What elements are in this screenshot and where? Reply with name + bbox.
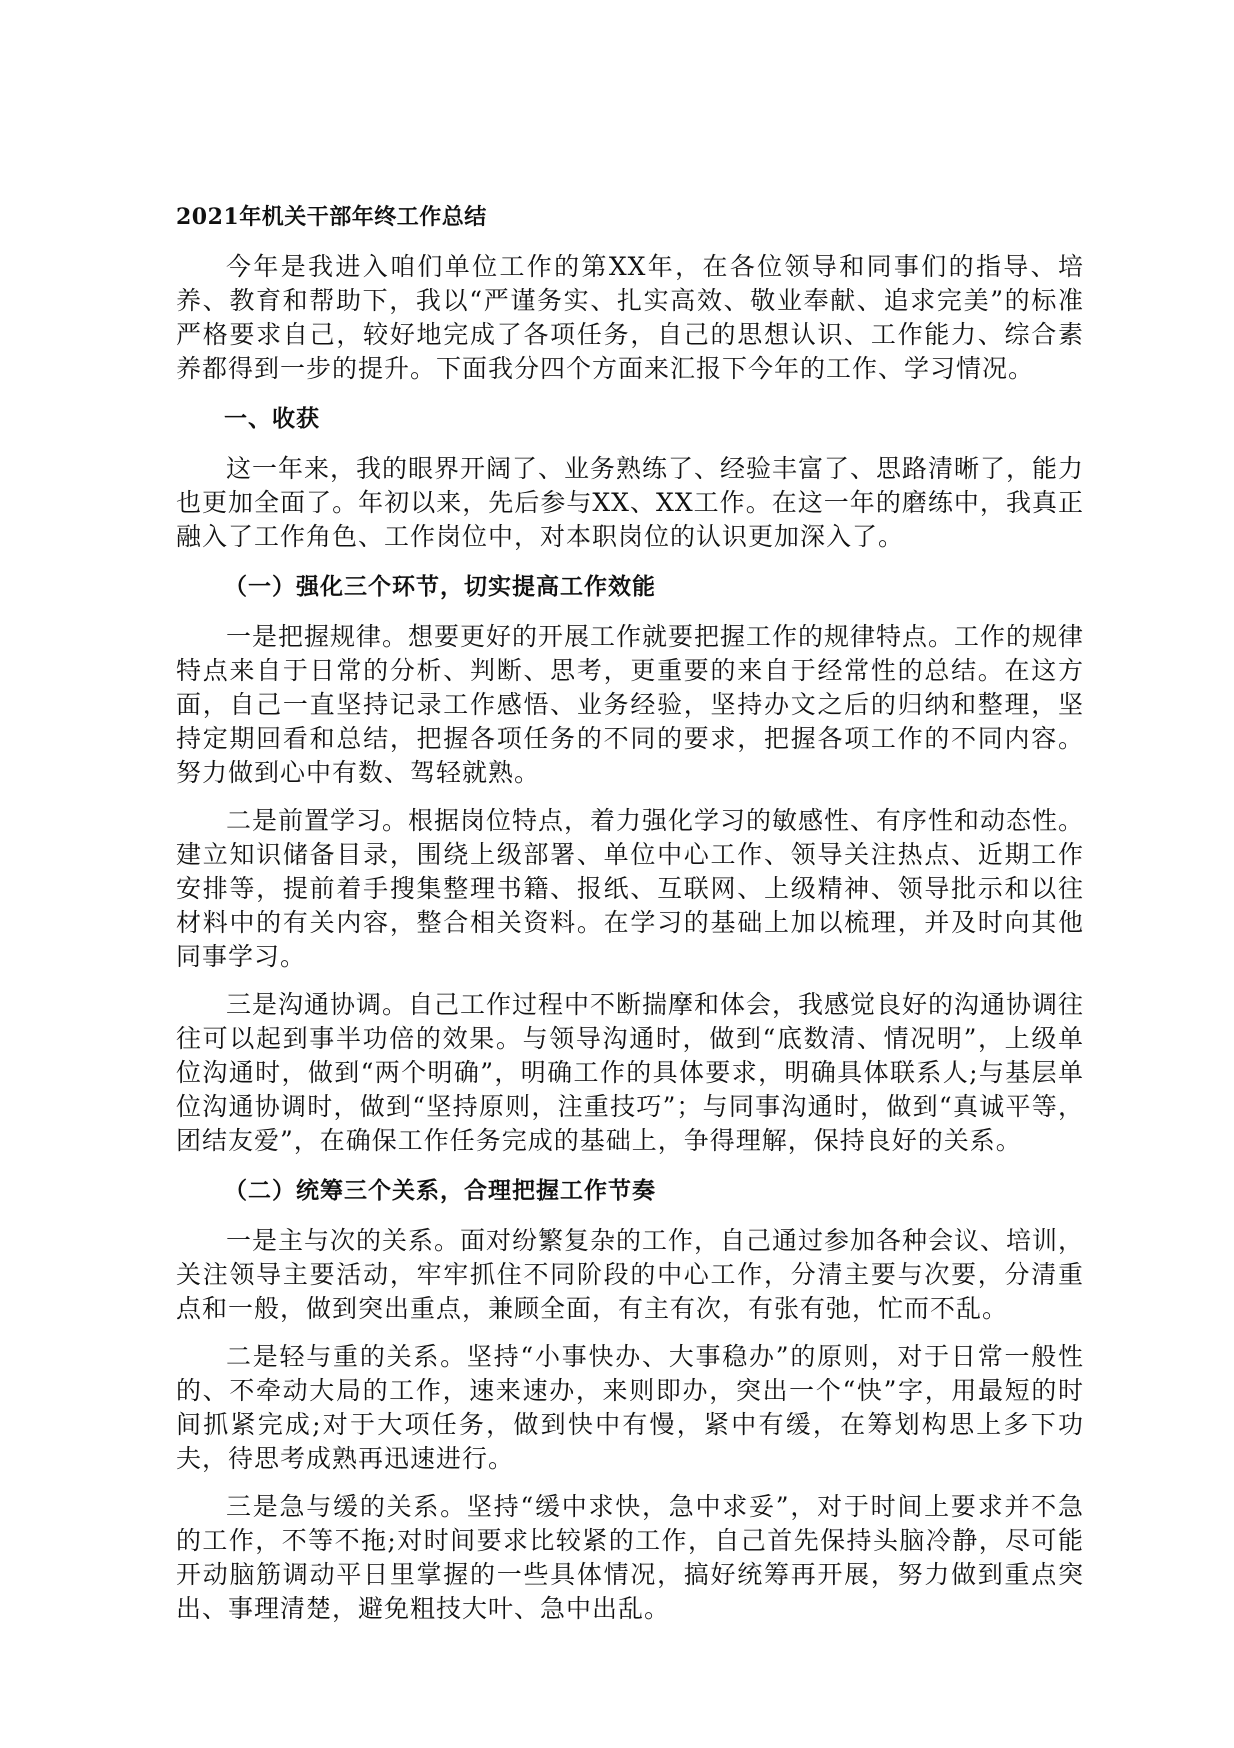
intro-paragraph: 今年是我进入咱们单位工作的第XX年，在各位领导和同事们的指导、培养、教育和帮助下，我以“严谨务实、扎实高效、敬业奉献、追求完美”的标准严格要求自己，较好地完成了各项任务，自己的思想认识、工作能力、综合素养都得到一步的提升。下面我分四个方面来汇报下今年的工作、学习情况。 — [176, 252, 1084, 383]
subsection-heading-relationships: （二）统筹三个关系，合理把握工作节奏 — [224, 1177, 656, 1204]
subsection-heading-efficiency: （一）强化三个环节，切实提高工作效能 — [224, 573, 656, 600]
paragraph-light-heavy: 二是轻与重的关系。坚持“小事快办、大事稳办”的原则，对于日常一般性的、不牵动大局的工作，速来速办，来则即办，突出一个“快”字，用最短的时间抓紧完成;对于大项任务，做到快中有慢，紧中有缓，在筹划构思上多下功夫，待思考成熟再迅速进行。 — [176, 1342, 1084, 1473]
section-heading-harvest: 一、收获 — [224, 405, 320, 432]
paragraph-communication: 三是沟通协调。自己工作过程中不断揣摩和体会，我感觉良好的沟通协调往往可以起到事半功倍的效果。与领导沟通时，做到“底数清、情况明”，上级单位沟通时，做到“两个明确”，明确工作的具体要求，明确具体联系人;与基层单位沟通协调时，做到“坚持原则，注重技巧”；与同事沟通时，做到“真诚平等，团结友爱”，在确保工作任务完成的基础上，争得理解，保持良好的关系。 — [176, 990, 1085, 1155]
paragraph-grasp-rules: 一是把握规律。想要更好的开展工作就要把握工作的规律特点。工作的规律特点来自于日常的分析、判断、思考，更重要的来自于经常性的总结。在这方面，自己一直坚持记录工作感悟、业务经验，坚持办文之后的归纳和整理，坚持定期回看和总结，把握各项任务的不同的要求，把握各项工作的不同内容。努力做到心中有数、驾轻就熟。 — [176, 622, 1085, 787]
document-title: 2021年机关干部年终工作总结 — [176, 204, 487, 230]
document-body — [176, 198, 1084, 1640]
paragraph-preliminary-study: 二是前置学习。根据岗位特点，着力强化学习的敏感性、有序性和动态性。建立知识储备目录，围绕上级部署、单位中心工作、领导关注热点、近期工作安排等，提前着手搜集整理书籍、报纸、互联网、上级精神、领导批示和以往材料中的有关内容，整合相关资料。在学习的基础上加以梳理，并及时向其他同事学习。 — [176, 806, 1085, 971]
paragraph-primary-secondary: 一是主与次的关系。面对纷繁复杂的工作，自己通过参加各种会议、培训，关注领导主要活动，牢牢抓住不同阶段的中心工作，分清主要与次要，分清重点和一般，做到突出重点，兼顾全面，有主有次，有张有弛，忙而不乱。 — [176, 1226, 1085, 1323]
section-harvest-paragraph: 这一年来，我的眼界开阔了、业务熟练了、经验丰富了、思路清晰了，能力也更加全面了。年初以来，先后参与XX、XX工作。在这一年的磨练中，我真正融入了工作角色、工作岗位中，对本职岗位的认识更加深入了。 — [176, 454, 1085, 551]
paragraph-urgent-slow: 三是急与缓的关系。坚持“缓中求快，急中求妥”，对于时间上要求并不急的工作，不等不拖;对时间要求比较紧的工作，自己首先保持头脑冷静，尽可能开动脑筋调动平日里掌握的一些具体情况，搞好统筹再开展，努力做到重点突出、事理清楚，避免粗技大叶、急中出乱。 — [176, 1492, 1084, 1623]
